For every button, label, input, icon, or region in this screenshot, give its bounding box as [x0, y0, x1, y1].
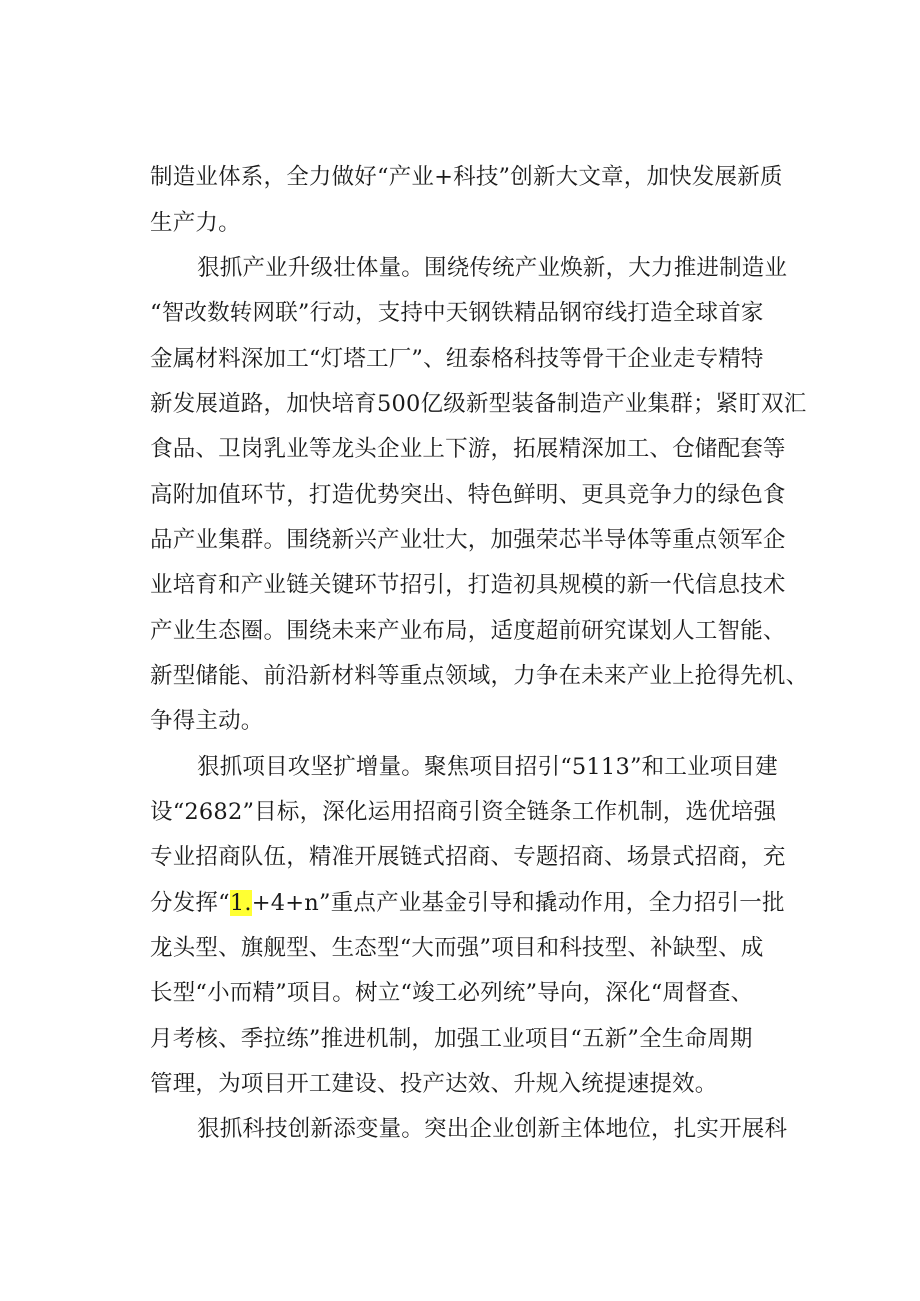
text-line: 生产力。	[150, 210, 241, 236]
paragraph-first-line: 狠抓科技创新添变量。突出企业创新主体地位，扎实开展科	[197, 1116, 788, 1142]
text-line: 争得主动。	[150, 708, 264, 734]
text-line: 金属材料深加工“灯塔工厂”、纽泰格科技等骨干企业走专精特	[150, 346, 764, 372]
text-line: 管理，为项目开工建设、投产达效、升规入统提速提效。	[150, 1071, 718, 1097]
text-line: 食品、卫岗乳业等龙头企业上下游，拓展精深加工、仓储配套等	[150, 436, 786, 462]
text-line: 新型储能、前沿新材料等重点领域，力争在未来产业上抢得先机、	[150, 663, 809, 689]
text-line: 品产业集群。围绕新兴产业壮大，加强荣芯半导体等重点领军企	[150, 527, 786, 553]
text-line: 新发展道路，加快培育500亿级新型装备制造产业集群；紧盯双汇	[150, 391, 807, 417]
text-line: 产业生态圈。围绕未来产业布局，适度超前研究谋划人工智能、	[150, 618, 786, 644]
text-segment: 分发挥“	[150, 890, 230, 916]
text-line: 业培育和产业链关键环节招引，打造初具规模的新一代信息技术	[150, 572, 786, 598]
highlighted-text: 1.	[229, 890, 252, 916]
paragraph-first-line: 狠抓产业升级壮体量。围绕传统产业焕新，大力推进制造业	[197, 255, 788, 281]
text-line: “智改数转网联”行动，支持中天钢铁精品钢帘线打造全球首家	[150, 300, 764, 326]
text-line: 长型“小而精”项目。树立“竣工必列统”导向，深化“周督查、	[150, 980, 754, 1006]
text-line: 设“2682”目标，深化运用招商引资全链条工作机制，选优培强	[150, 799, 777, 825]
text-line: 专业招商队伍，精准开展链式招商、专题招商、场景式招商，充	[150, 844, 786, 870]
text-line: 龙头型、旗舰型、生态型“大而强”项目和科技型、补缺型、成	[150, 935, 764, 961]
text-segment: +4+n”重点产业基金引导和撬动作用，全力招引一批	[251, 890, 785, 916]
text-line: 制造业体系，全力做好“产业+科技”创新大文章，加快发展新质	[150, 164, 783, 190]
text-line-with-highlight	[150, 888, 785, 918]
text-line: 高附加值环节，打造优势突出、特色鲜明、更具竞争力的绿色食	[150, 482, 786, 508]
text-line: 月考核、季拉练”推进机制，加强工业项目“五新”全生命周期	[150, 1026, 753, 1052]
paragraph-first-line: 狠抓项目攻坚扩增量。聚焦项目招引“5113”和工业项目建	[197, 754, 778, 780]
